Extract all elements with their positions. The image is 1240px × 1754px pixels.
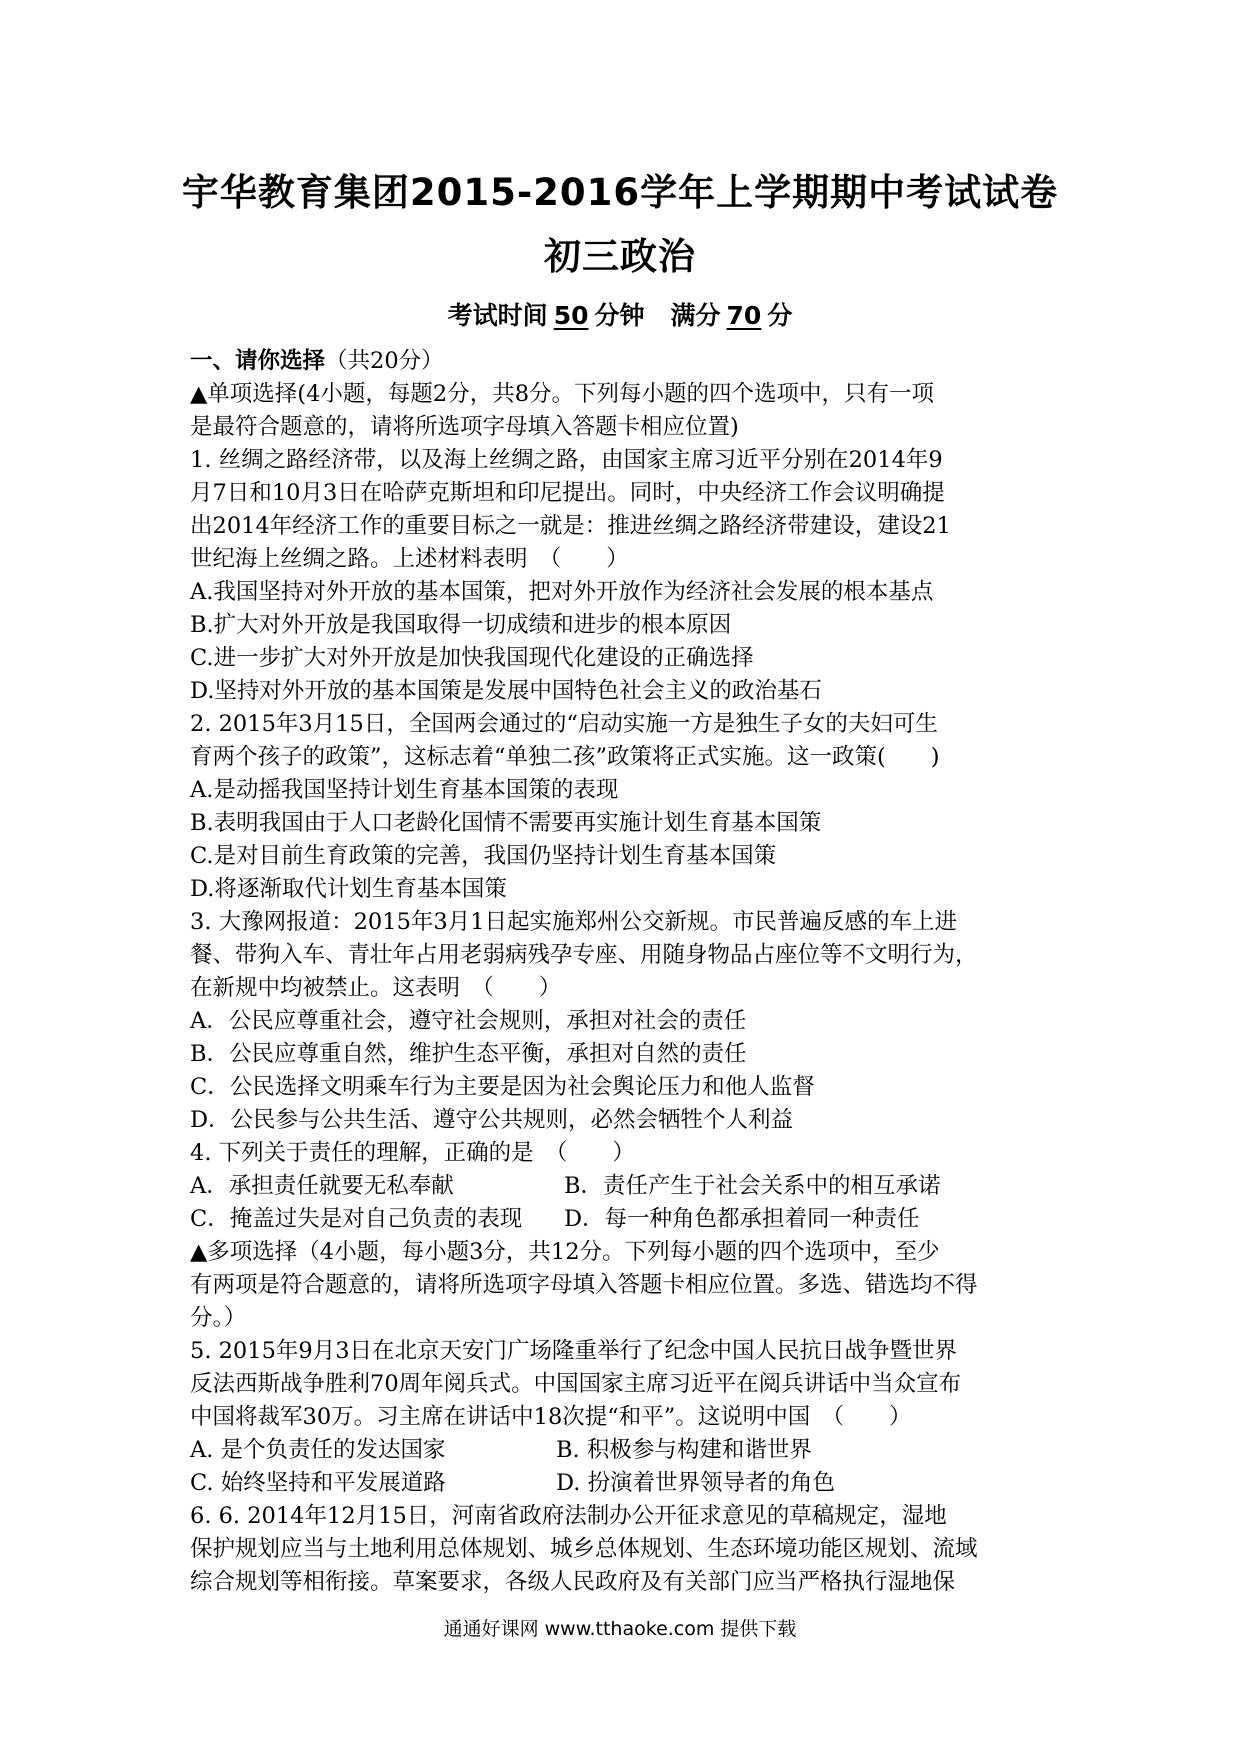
time-label: 考试时间 xyxy=(447,301,548,330)
exam-subject: 初三政治 xyxy=(544,235,696,278)
question-4-options-row xyxy=(190,1203,1070,1236)
exam-title: 宇华教育集团2015-2016学年上学期期中考试试卷 xyxy=(181,171,1059,214)
question-2-stem: 育两个孩子的政策”，这标志着“单独二孩”政策将正式实施。这一政策( ) xyxy=(190,744,940,770)
question-3-option-d: D．公民参与公共生活、遵守公共规则，必然会牺牲个人利益 xyxy=(190,1107,794,1133)
question-4-option-a: A．承担责任就要无私奉献 xyxy=(190,1173,454,1199)
score-unit: 分 xyxy=(767,301,793,330)
question-3-option-b: B．公民应尊重自然，维护生态平衡，承担对自然的责任 xyxy=(190,1041,747,1067)
time-unit: 分钟 xyxy=(594,301,645,330)
page-footer: 通通好课网 www.tthaoke.com 提供下载 xyxy=(443,1618,797,1640)
exam-info xyxy=(0,296,1240,332)
question-3-option-c: C．公民选择文明乘车行为主要是因为社会舆论压力和他人监督 xyxy=(190,1074,815,1100)
multi-choice-instruction: 有两项是符合题意的，请将所选项字母填入答题卡相应位置。多选、错选均不得 xyxy=(190,1272,978,1298)
multi-choice-instruction: ▲多项选择（4小题，每小题3分，共12分。下列每小题的四个选项中，至少 xyxy=(190,1239,940,1265)
section-heading: 一、请你选择（共20分） xyxy=(190,348,444,374)
question-5-stem: 5. 2015年9月3日在北京天安门广场隆重举行了纪念中国人民抗日战争暨世界 xyxy=(190,1338,958,1364)
question-2-stem: 2. 2015年3月15日，全国两会通过的“启动实施一方是独生子女的夫妇可生 xyxy=(190,711,938,737)
question-4-option-d: D．每一种角色都承担着同一种责任 xyxy=(564,1206,920,1232)
question-2-option-c: C.是对目前生育政策的完善，我国仍坚持计划生育基本国策 xyxy=(190,843,777,869)
question-5-option-d: D. 扮演着世界领导者的角色 xyxy=(556,1470,836,1496)
question-1-stem: 世纪海上丝绸之路。上述材料表明 （ ） xyxy=(190,546,629,572)
question-3-option-a: A．公民应尊重社会，遵守社会规则，承担对社会的责任 xyxy=(190,1008,747,1034)
question-1-option-c: C.进一步扩大对外开放是加快我国现代化建设的正确选择 xyxy=(190,645,754,671)
question-2-option-d: D.将逐渐取代计划生育基本国策 xyxy=(190,876,507,902)
question-4-stem: 4. 下列关于责任的理解，正确的是 （ ） xyxy=(190,1140,635,1166)
question-1-option-b: B.扩大对外开放是我国取得一切成绩和进步的根本原因 xyxy=(190,612,732,638)
question-6-stem: 保护规划应当与土地利用总体规划、城乡总体规划、生态环境功能区规划、流域 xyxy=(190,1536,978,1562)
question-2-option-a: A.是动摇我国坚持计划生育基本国策的表现 xyxy=(190,777,619,803)
question-1-stem: 出2014年经济工作的重要目标之一就是：推进丝绸之路经济带建设，建设21 xyxy=(190,513,951,539)
question-4-options-row xyxy=(190,1170,1070,1203)
multi-choice-instruction: 分。） xyxy=(190,1305,247,1331)
single-choice-instruction: 是最符合题意的，请将所选项字母填入答题卡相应位置) xyxy=(190,414,739,440)
question-5-options-row xyxy=(190,1434,1070,1467)
question-1-stem: 1. 丝绸之路经济带，以及海上丝绸之路，由国家主席习近平分别在2014年9 xyxy=(190,447,943,473)
question-1-stem: 月7日和10月3日在哈萨克斯坦和印尼提出。同时，中央经济工作会议明确提 xyxy=(190,480,945,506)
question-4-option-c: C．掩盖过失是对自己负责的表现 xyxy=(190,1206,523,1232)
question-3-stem: 3. 大豫网报道：2015年3月1日起实施郑州公交新规。市民普遍反感的车上进 xyxy=(190,909,958,935)
question-4-option-b: B．责任产生于社会关系中的相互承诺 xyxy=(564,1173,941,1199)
question-5-option-a: A. 是个负责任的发达国家 xyxy=(190,1437,446,1463)
question-3-stem: 在新规中均被禁止。这表明 （ ） xyxy=(190,975,562,1001)
question-5-option-b: B. 积极参与构建和谐世界 xyxy=(556,1437,812,1463)
question-5-stem: 中国将裁军30万。习主席在讲话中18次提“和平”。这说明中国 （ ） xyxy=(190,1404,912,1430)
score-value: 70 xyxy=(726,301,762,330)
question-1-option-a: A.我国坚持对外开放的基本国策，把对外开放作为经济社会发展的根本基点 xyxy=(190,579,934,605)
single-choice-instruction: ▲单项选择(4小题，每题2分，共8分。下列每小题的四个选项中，只有一项 xyxy=(190,381,935,407)
question-5-stem: 反法西斯战争胜利70周年阅兵式。中国国家主席习近平在阅兵讲话中当众宣布 xyxy=(190,1371,962,1397)
question-2-option-b: B.表明我国由于人口老龄化国情不需要再实施计划生育基本国策 xyxy=(190,810,822,836)
question-1-option-d: D.坚持对外开放的基本国策是发展中国特色社会主义的政治基石 xyxy=(190,678,822,704)
score-label: 满分 xyxy=(670,301,721,330)
exam-body xyxy=(190,345,1070,1599)
question-5-option-c: C. 始终坚持和平发展道路 xyxy=(190,1470,446,1496)
question-3-stem: 餐、带狗入车、青壮年占用老弱病残孕专座、用随身物品占座位等不文明行为， xyxy=(190,942,978,968)
question-6-stem: 综合规划等相衔接。草案要求，各级人民政府及有关部门应当严格执行湿地保 xyxy=(190,1569,956,1595)
question-5-options-row xyxy=(190,1467,1070,1500)
time-value: 50 xyxy=(553,301,589,330)
question-6-stem: 6. 6. 2014年12月15日，河南省政府法制办公开征求意见的草稿规定，湿地 xyxy=(190,1503,947,1529)
